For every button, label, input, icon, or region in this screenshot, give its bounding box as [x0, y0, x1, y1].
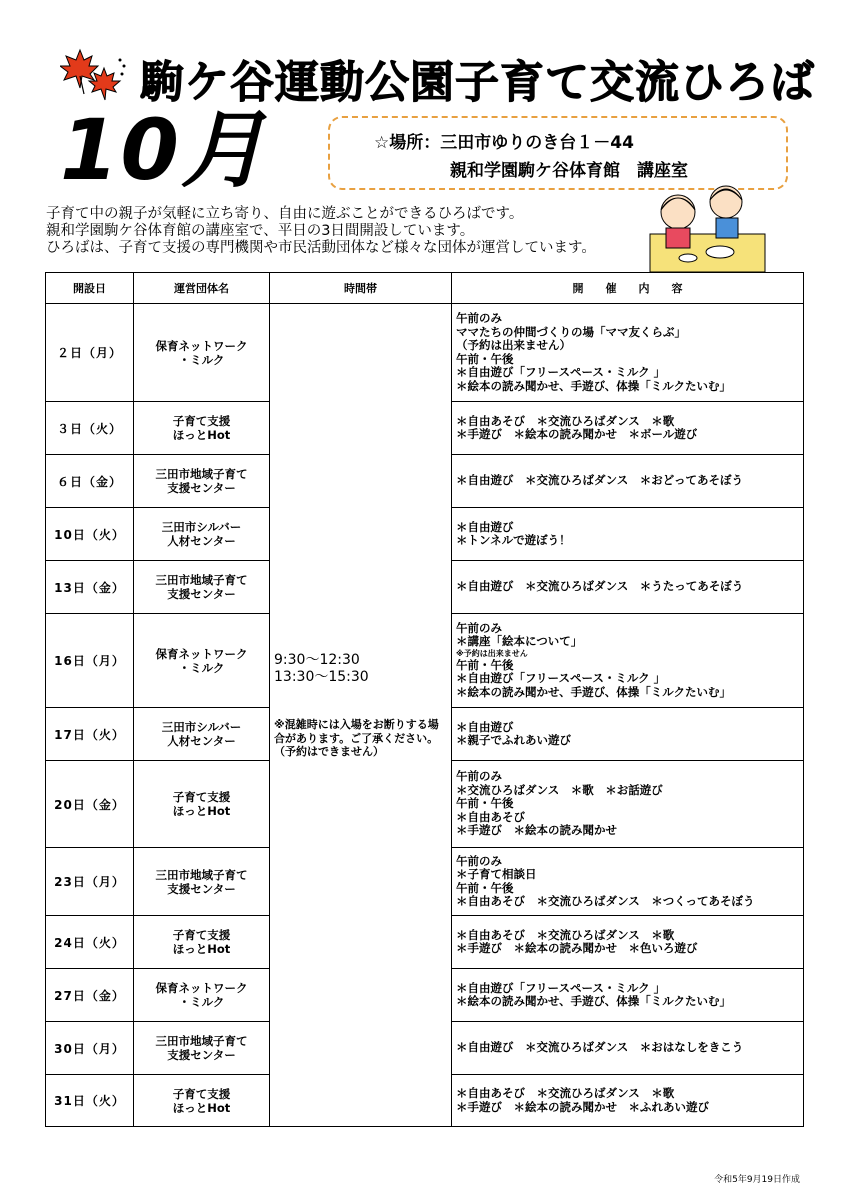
time-slot-morning: 9:30～12:30	[274, 652, 360, 668]
content-line: ＊絵本の読み聞かせ、手遊び、体操「ミルクたいむ」	[456, 994, 731, 1008]
row-date: 17日（火）	[46, 708, 134, 761]
row-date: 31日（火）	[46, 1075, 134, 1127]
organization-line: 子育て支援	[172, 790, 231, 804]
row-date: 23日（月）	[46, 848, 134, 916]
content-line: ＊自由あそび ＊交流ひろばダンス ＊つくってあそぼう	[456, 894, 755, 908]
content-line: ＊自由遊び「フリースペース・ミルク 」	[456, 365, 666, 379]
row-organization	[134, 402, 270, 455]
header-org: 運営団体名	[134, 273, 270, 304]
content-line: 午前のみ	[456, 311, 502, 325]
organization-line: 三田市シルバー	[161, 720, 242, 734]
row-organization	[134, 614, 270, 708]
content-line: ＊交流ひろばダンス ＊歌 ＊お話遊び	[456, 782, 663, 797]
time-note	[274, 718, 444, 759]
content-line: ＊自由遊び「フリースペース・ミルク 」	[456, 671, 666, 686]
content-line: ＊子育て相談日	[456, 867, 537, 881]
header-content: 開 催 内 容	[452, 273, 804, 304]
created-date: 令和5年9月19日作成	[714, 1175, 800, 1185]
content-line: ＊自由遊び	[456, 719, 514, 734]
organization-line: ほっとHot	[172, 428, 231, 442]
intro-text	[46, 206, 596, 257]
row-organization	[134, 1075, 270, 1127]
row-date: ６日（金）	[46, 455, 134, 508]
content-line: 午前・午後	[456, 657, 514, 672]
content-line: ＊自由あそび ＊交流ひろばダンス ＊歌	[456, 1086, 675, 1100]
row-content	[452, 848, 804, 916]
content-line: 午前・午後	[456, 351, 514, 366]
children-illustration	[640, 176, 770, 276]
organization-line: 三田市地域子育て	[155, 573, 248, 587]
maple-leaf-icon	[60, 48, 130, 108]
location-venue: 親和学園駒ケ谷体育館 講座室	[450, 161, 688, 181]
crowding-note: ※混雑時には入場をお断りする場合があります。ご了承ください。	[274, 718, 439, 745]
row-organization	[134, 455, 270, 508]
row-organization	[134, 1022, 270, 1075]
row-date: ２日（月）	[46, 304, 134, 402]
row-date: 30日（月）	[46, 1022, 134, 1075]
content-line: ＊講座「絵本について」	[456, 634, 583, 649]
header-date: 開設日	[46, 273, 134, 304]
content-line: ＊自由遊び ＊交流ひろばダンス ＊おどってあそぼう	[456, 473, 744, 488]
row-date: 27日（金）	[46, 969, 134, 1022]
content-line: （予約は出来ません）	[456, 338, 571, 352]
row-content	[452, 402, 804, 455]
content-line: ※予約は出来ません	[456, 648, 528, 658]
content-line: ＊自由遊び	[456, 519, 514, 534]
schedule-table	[45, 272, 804, 1127]
row-organization	[134, 708, 270, 761]
row-organization	[134, 561, 270, 614]
content-line: ＊手遊び ＊絵本の読み聞かせ ＊ボール遊び	[456, 427, 698, 441]
row-content	[452, 969, 804, 1022]
organization-line: 支援センター	[167, 881, 236, 896]
content-line: ＊親子でふれあい遊び	[456, 733, 571, 747]
intro-line: 子育て中の親子が気軽に立ち寄り、自由に遊ぶことができるひろばです。	[46, 206, 524, 222]
row-content	[452, 561, 804, 614]
content-line: 午前のみ	[456, 853, 502, 868]
organization-line: 支援センター	[167, 587, 236, 601]
organization-line: ほっとHot	[172, 1100, 231, 1115]
row-content	[452, 455, 804, 508]
content-line: ＊手遊び ＊絵本の読み聞かせ ＊色いろ遊び	[456, 941, 698, 955]
organization-line: 支援センター	[167, 1048, 236, 1062]
organization-line: ・ミルク	[178, 995, 225, 1009]
time-slot-afternoon: 13:30～15:30	[274, 669, 369, 685]
organization-line: 人材センター	[167, 534, 236, 548]
row-content	[452, 761, 804, 848]
organization-line: 三田市地域子育て	[155, 1034, 248, 1048]
row-content	[452, 304, 804, 402]
row-organization	[134, 304, 270, 402]
row-content	[452, 916, 804, 969]
organization-line: 保育ネットワーク	[155, 981, 248, 995]
organization-line: 三田市シルバー	[161, 520, 242, 534]
organization-line: ・ミルク	[178, 660, 225, 675]
content-line: ママたちの仲間づくりの場「ママ友くらぶ」	[456, 324, 686, 339]
organization-line: 人材センター	[167, 734, 236, 748]
row-organization	[134, 848, 270, 916]
row-organization	[134, 969, 270, 1022]
content-line: 午前のみ	[456, 620, 502, 635]
organization-line: 三田市地域子育て	[155, 867, 248, 882]
table-row	[46, 304, 804, 402]
organization-line: 三田市地域子育て	[155, 467, 248, 481]
row-content	[452, 1075, 804, 1127]
row-date: 10日（火）	[46, 508, 134, 561]
content-line: ＊絵本の読み聞かせ、手遊び、体操「ミルクたいむ」	[456, 684, 731, 699]
content-line: ＊自由あそび ＊交流ひろばダンス ＊歌	[456, 927, 675, 942]
content-line: ＊自由遊び ＊交流ひろばダンス ＊おはなしをきこう	[456, 1040, 744, 1055]
row-content	[452, 1022, 804, 1075]
content-line: 午前のみ	[456, 769, 502, 784]
time-slots	[274, 652, 369, 686]
content-line: ＊自由遊び ＊交流ひろばダンス ＊うたってあそぼう	[456, 579, 744, 594]
content-line: ＊絵本の読み聞かせ、手遊び、体操「ミルクたいむ」	[456, 378, 731, 393]
table-header-row	[46, 273, 804, 304]
intro-line: 親和学園駒ケ谷体育館の講座室で、平日の3日間開設しています。	[46, 223, 475, 239]
organization-line: 保育ネットワーク	[155, 646, 248, 661]
content-line: ＊自由あそび	[456, 809, 525, 824]
row-date: ３日（火）	[46, 402, 134, 455]
row-content	[452, 614, 804, 708]
header-time: 時間帯	[270, 273, 452, 304]
organization-line: 子育て支援	[172, 414, 231, 428]
content-line: 午前・午後	[456, 880, 514, 895]
time-slot-cell	[270, 304, 452, 1127]
row-date: 13日（金）	[46, 561, 134, 614]
row-date: 16日（月）	[46, 614, 134, 708]
organization-line: 保育ネットワーク	[155, 338, 248, 353]
content-line: ＊手遊び ＊絵本の読み聞かせ ＊ふれあい遊び	[456, 1099, 709, 1114]
month-heading: 10月	[60, 101, 267, 199]
organization-line: ほっとHot	[172, 942, 231, 956]
organization-line: ・ミルク	[178, 352, 225, 367]
organization-line: ほっとHot	[172, 804, 231, 818]
row-date: 20日（金）	[46, 761, 134, 848]
row-content	[452, 508, 804, 561]
row-content	[452, 708, 804, 761]
organization-line: 子育て支援	[172, 928, 231, 942]
content-line: ＊自由遊び「フリースペース・ミルク 」	[456, 980, 666, 995]
organization-line: 子育て支援	[172, 1086, 231, 1101]
content-line: ＊トンネルで遊ぼう！	[456, 533, 571, 547]
intro-line: ひろばは、子育て支援の専門機関や市民活動団体など様々な団体が運営しています。	[46, 240, 596, 256]
location-address: ☆場所：三田市ゆりのき台１－44	[374, 133, 634, 153]
row-date: 24日（火）	[46, 916, 134, 969]
row-organization	[134, 761, 270, 848]
content-line: ＊自由あそび ＊交流ひろばダンス ＊歌	[456, 413, 675, 428]
organization-line: 支援センター	[167, 481, 236, 495]
row-organization	[134, 916, 270, 969]
content-line: ＊手遊び ＊絵本の読み聞かせ	[456, 823, 617, 838]
reservation-note: （予約はできません）	[274, 745, 384, 758]
row-organization	[134, 508, 270, 561]
page-title: 駒ケ谷運動公園子育て交流ひろば	[140, 57, 815, 108]
content-line: 午前・午後	[456, 796, 514, 811]
